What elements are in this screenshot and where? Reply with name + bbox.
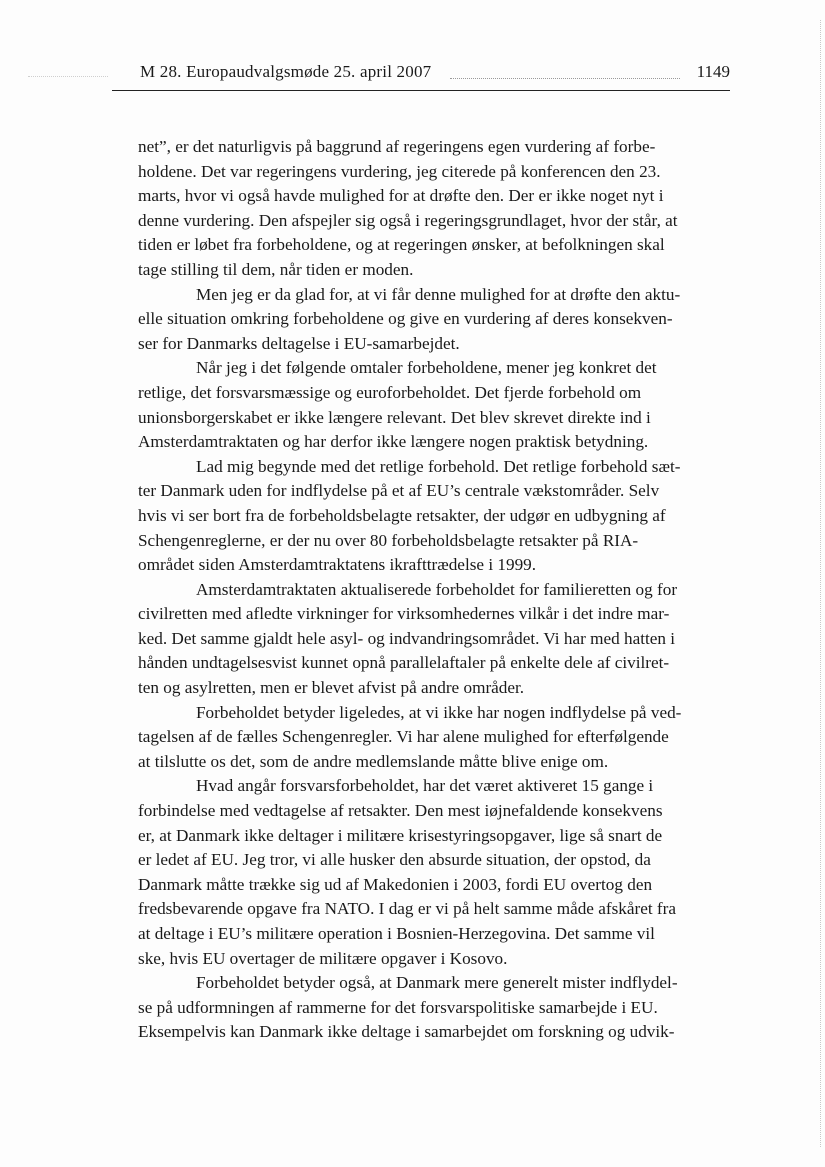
running-title: M 28. Europaudvalgsmøde 25. april 2007 (140, 62, 432, 81)
text-line: se på udformningen af rammerne for det forsvarspolitiske samarbejde i EU. (138, 997, 658, 1017)
text-line: marts, hvor vi også havde mulighed for at drøfte den. Der er ikke noget nyt i (138, 186, 664, 206)
text-line: civilretten med afledte virkninger for virksomhedernes vilkår i det indre mar- (138, 604, 670, 624)
text-line: Amsterdamtraktaten aktualiserede forbeholdet for familieretten og for (196, 579, 678, 599)
text-line: Amsterdamtraktaten og har derfor ikke længere nogen praktisk betydning. (138, 432, 649, 452)
text-line: Schengenreglerne, er der nu over 80 forbeholdsbelagte retsakter på RIA- (138, 530, 639, 550)
text-line: er, at Danmark ikke deltager i militære krisestyringsopgaver, lige så snart de (138, 825, 663, 845)
text-line: tage stilling til dem, når tiden er moden. (138, 259, 414, 279)
text-line: ked. Det samme gjaldt hele asyl- og indvandringsområdet. Vi har med hatten i (138, 628, 676, 648)
text-line: at deltage i EU’s militære operation i Bosnien-Herzegovina. Det samme vil (138, 924, 655, 943)
text-line: er ledet af EU. Jeg tror, vi alle husker den absurde situation, der opstod, da (138, 850, 651, 870)
text-line: net”, er det naturligvis på baggrund af regeringens egen vurdering af forbe- (138, 137, 656, 156)
page-number: 1149 (696, 62, 730, 81)
text-line: tagelsen af de fælles Schengenregler. Vi har alene mulighed for efterfølgende (138, 727, 669, 747)
text-line: tiden er løbet fra forbeholdene, og at regeringen ønsker, at befolkningen skal (138, 235, 665, 255)
text-line: ten og asylretten, men er blevet afvist på andre områder. (138, 678, 525, 698)
text-line: Eksempelvis kan Danmark ikke deltage i samarbejdet om forskning og udvik- (138, 1022, 675, 1042)
scan-artifact-right-edge (819, 20, 821, 1147)
header-leader-dots (450, 78, 680, 79)
text-line: ske, hvis EU overtager de militære opgaver i Kosovo. (138, 948, 508, 968)
body-text (138, 135, 728, 1045)
text-line: hånden undtagelsesvist kunnet opnå parallelaftaler på enkelte dele af civilret- (138, 653, 670, 673)
text-line: Hvad angår forsvarsforbeholdet, har det været aktiveret 15 gange i (196, 776, 654, 796)
running-header (112, 58, 730, 98)
text-line: forbindelse med vedtagelse af retsakter. Den mest iøjnefaldende konsekvens (138, 801, 663, 821)
text-line: Forbeholdet betyder også, at Danmark mere generelt mister indflydel- (196, 973, 678, 993)
text-line: fredsbevarende opgave fra NATO. I dag er vi på helt samme måde afskåret fra (138, 899, 676, 919)
text-line: Når jeg i det følgende omtaler forbeholdene, mener jeg konkret det (196, 358, 657, 378)
text-line: hvis vi ser bort fra de forbeholdsbelagte retsakter, der udgør en udbygning af (138, 505, 666, 525)
text-line: unionsborgerskabet er ikke længere relevant. Det blev skrevet direkte ind i (138, 407, 651, 427)
text-line: denne vurdering. Den afspejler sig også i regeringsgrundlaget, hvor der står, at (138, 210, 678, 230)
scan-artifact-left (28, 76, 108, 77)
text-line: ter Danmark uden for indflydelse på et af EU’s centrale vækstområder. Selv (138, 481, 660, 501)
text-line: ser for Danmarks deltagelse i EU-samarbejdet. (138, 333, 460, 353)
header-rule (112, 90, 730, 91)
text-line: Danmark måtte trække sig ud af Makedonien i 2003, fordi EU overtog den (138, 874, 653, 894)
text-line: Men jeg er da glad for, at vi får denne mulighed for at drøfte den aktu- (196, 284, 681, 304)
text-line: området siden Amsterdamtraktatens ikrafttrædelse i 1999. (138, 555, 537, 575)
text-line: Lad mig begynde med det retlige forbehold. Det retlige forbehold sæt- (196, 456, 681, 476)
text-line: Forbeholdet betyder ligeledes, at vi ikke har nogen indflydelse på ved- (196, 702, 682, 722)
text-line: at tilslutte os det, som de andre medlemslande måtte blive enige om. (138, 751, 609, 771)
text-line: elle situation omkring forbeholdene og give en vurdering af deres konsekven- (138, 309, 673, 329)
text-line: retlige, det forsvarsmæssige og euroforbeholdet. Det fjerde forbehold om (138, 382, 642, 402)
text-line: holdene. Det var regeringens vurdering, jeg citerede på konferencen den 23. (138, 161, 661, 181)
